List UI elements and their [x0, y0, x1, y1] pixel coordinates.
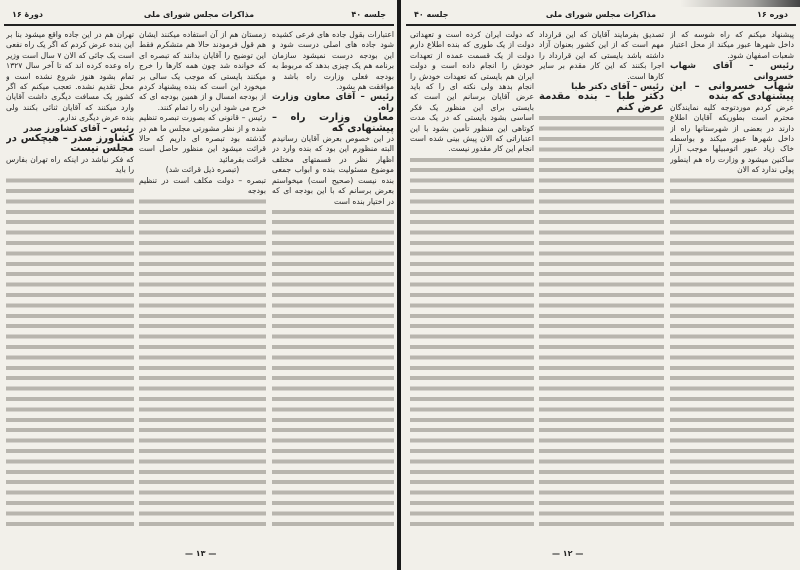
header-title: مذاکرات مجلس شورای ملی [545, 10, 657, 19]
page-number: — ۱۲ — [552, 549, 584, 558]
text-column [272, 30, 394, 530]
paragraph: که فکر نباشد در اینکه راه تهران بفارس را باید [6, 154, 134, 175]
text-column [539, 30, 664, 530]
speaker-line: رئیس – آقای معاون وزارت راه. [272, 92, 394, 113]
paragraph: در این خصوص بعرض آقایان رسانیدم البته منظورم این بود که بنده وارد در اظهار نظر در قسمتهای مختلف موضوع مسئولیت بنده و ابواب جمعی بنده نیست (صحیح است) میخواستم بعرض برسانم که با این بودجه ای که در اختیار بنده است [272, 134, 394, 206]
session-label: جلسه ۴۰ [414, 10, 449, 19]
speaker-name: شهاب خسروانی – این پیشنهادی که بنده [670, 81, 794, 103]
header-rule [406, 24, 796, 26]
header-rule [4, 24, 394, 26]
text-column [410, 30, 534, 530]
header-title: مذاکرات مجلس شورای ملی [143, 10, 255, 19]
term-label: دورهٔ ۱۶ [12, 10, 43, 19]
speaker-line: رئیس – آقای کشاورز صدر [6, 124, 134, 134]
term-label: دوره ۱۶ [757, 10, 788, 19]
session-label: جلسه ۴۰ [351, 10, 386, 19]
paragraph: اعتبارات بقول جاده های فرعی کشیده شود جاده های اصلی درست شود و این بودجه درست نمیشود سازمان برنامه هم یک چیزی بدهد که مربوط به بودجه فعلی وزارت راه باشد و موافقت هم بشود. [272, 30, 394, 92]
paragraph: پیشنهاد میکنم که راه شوسه که از داخل شهرها عبور میکند از محل اعتبار شعبات اصفهان شود. [670, 30, 794, 60]
paragraph: زمستان هم از آن استفاده میکنند ایشان هم قول فرمودند حالا هم متشکرم فقط این توضیح را آقایان بدانند که تبصره ای که خوانده شد چون همه کارها را خرج میکنند بایستی که موجب یک سالی بر میخورد این است که بنده پیشنهاد کردم از بودجه امسال و از همین بودجه ای که خرج می شود این راه را تمام کنند. [139, 30, 266, 112]
page-header [406, 8, 796, 24]
speaker-line: رئیس – آقای دکتر طبا [539, 82, 664, 92]
speaker-name: معاون وزارت راه – پیشنهادی که [272, 112, 394, 134]
text-column [6, 30, 134, 530]
paragraph: رئیس – قانونی که بصورت تبصره تنظیم شده و از نظر مشورتی مجلس ما هم در گذشته بود تبصره ای داریم که حالا قرائت میشود این منظور حاصل است قرائت بفرمائید [139, 113, 266, 164]
speaker-name: کشاورز صدر – هیچکس در مجلس نیست [6, 133, 134, 155]
text-column [670, 30, 794, 530]
paragraph: تهران هم در این جاده واقع میشود بنا بر این بنده عرض کردم که اگر یک راه نفعی است یک جائی که الان ۷ سال است وزیر راه وعده کرده اند که تا آخر سال ۱۳۲۷ تمام بشود هنوز شروع نشده است و محل تقدیم نشده. تعجب میکنم که اگر کشور یک مسافت دیگری داشت آقایان وارد میکنند که آقایان ثنائی بکنند ولی بنده عرض دیگری ندارم. [6, 30, 134, 123]
paragraph: تصدیق بفرمایند آقایان که این قرارداد مهم است که از این کشور بعنوان آزاد داشته باشد بایستی که این قرارداد را اجرا بکنند که این کار مقدم بر سایر کارها است. [539, 30, 664, 81]
paragraph: عرض کردم موردتوجه کلیه نمایندگان محترم است بطوریکه آقایان اطلاع دارند در بعضی از شهرستانها راه از داخل شهرها عبور میکند و بواسطه خاک زیاد عبور اتومبیلها موجب آزار ساکنین میشود و وزارت راه هم اینطور پولی ندارد که الان [670, 102, 794, 175]
paragraph: تبصره – دولت مکلف است در تنظیم بودجه [139, 175, 266, 196]
page-header [4, 8, 394, 24]
speaker-name: دکتر طبا – بنده مقدمة عرض کنم [539, 91, 664, 113]
paragraph: که دولت ایران کرده است و تعهداتی دولت از یک طوری که بنده اطلاع دارم دولت از یک قسمت عمده از تعهدات خودش را انجام داده است و دولت ایران هم بایستی که تعهدات خودش را انجام بدهد ولی نکته ای را که باید عرض آقایان برسانم این است که بایستی برای این منظور یک فکر اساسی بشود بایستی که در یک مدت کوتاهی این منظور تأمین بشود با این اعتباراتی که الان پیش بینی شده است انجام این کار مقدور نیست. [410, 30, 534, 154]
stage-note: (تبصره ذیل قرائت شد) [139, 165, 266, 175]
text-column [139, 30, 266, 530]
binding-gutter [397, 0, 401, 570]
speaker-line: رئیس – آقای شهاب خسروانی [670, 61, 794, 82]
left-page [0, 0, 398, 570]
page-number: — ۱۳ — [185, 549, 217, 558]
right-page [402, 0, 800, 570]
scan-shadow [680, 0, 800, 7]
